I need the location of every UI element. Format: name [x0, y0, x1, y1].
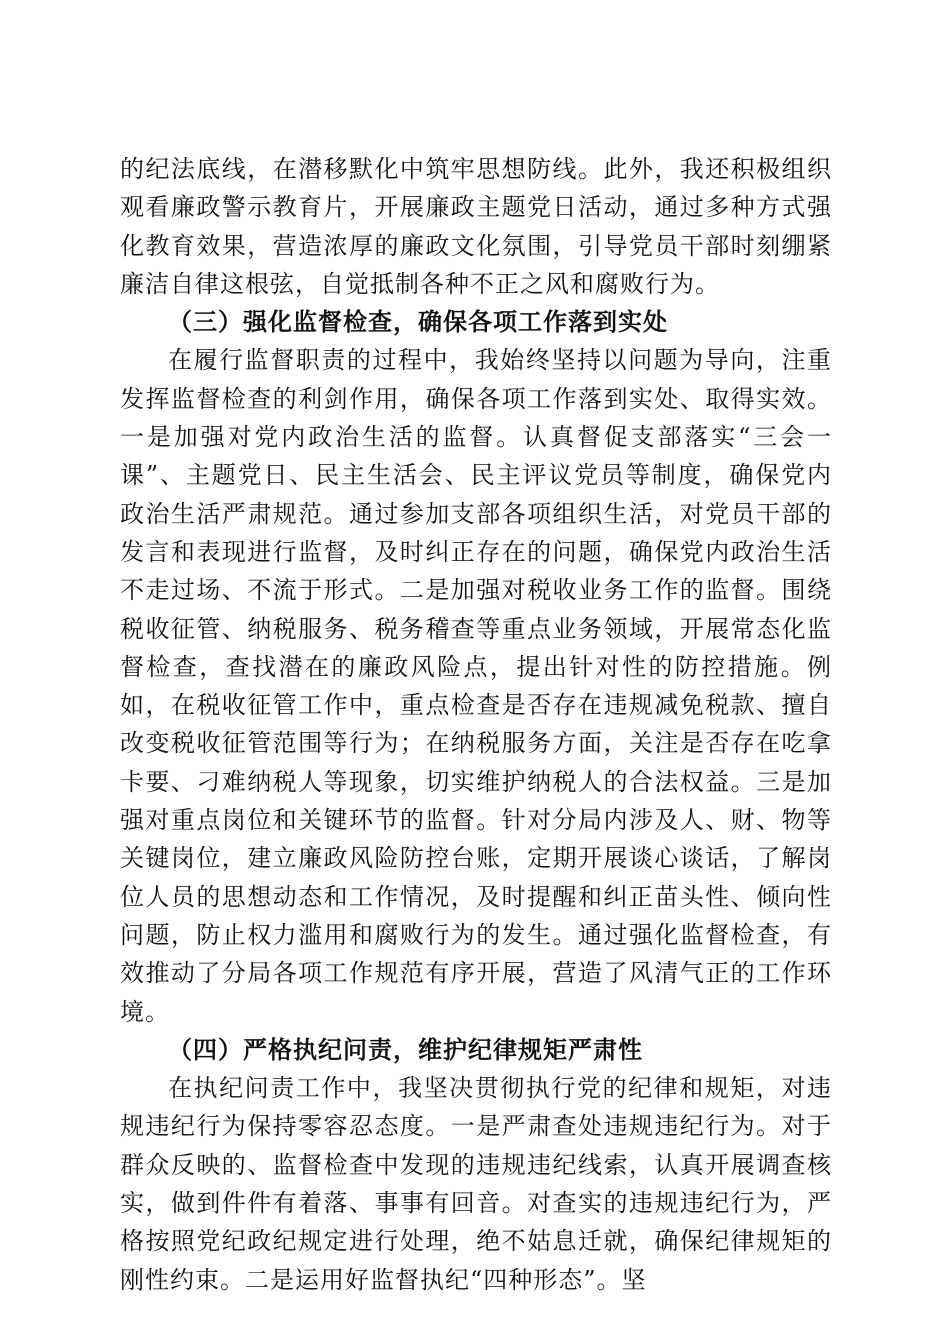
section-heading-3: （三）强化监督检查，确保各项工作落到实处 [168, 308, 668, 337]
paragraph-discipline: 在执纪问责工作中，我坚决贯彻执行党的纪律和规矩，对违规违纪行为保持零容忍态度。一是严肃查处违规违纪行为。对于群众反映的、监督检查中发现的违规违纪线索，认真开展调查核实，做到件件有着落、事事有回音。对查实的违规违纪行为，严格按照党纪政纪规定进行处理，绝不姑息迁就，确保纪律规矩的刚性约束。二是运用好监督执纪“四种形态”。坚 [120, 1074, 832, 1294]
section-heading-4: （四）严格执纪问责，维护纪律规矩严肃性 [168, 1035, 643, 1064]
paragraph-supervision: 在履行监督职责的过程中，我始终坚持以问题为导向，注重发挥监督检查的利剑作用，确保各项工作落到实处、取得实效。一是加强对党内政治生活的监督。认真督促支部落实“三会一课”、主题党日、民主生活会、民主评议党员等制度，确保党内政治生活严肃规范。通过参加支部各项组织生活，对党员干部的发言和表现进行监督，及时纠正存在的问题，确保党内政治生活不走过场、不流于形式。二是加强对税收业务工作的监督。围绕税收征管、纳税服务、税务稽查等重点业务领域，开展常态化监督检查，查找潜在的廉政风险点，提出针对性的防控措施。例如，在税收征管工作中，重点检查是否存在违规减免税款、擅自改变税收征管范围等行为；在纳税服务方面，关注是否存在吃拿卡要、刁难纳税人等现象，切实维护纳税人的合法权益。三是加强对重点岗位和关键环节的监督。针对分局内涉及人、财、物等关键岗位，建立廉政风险防控台账，定期开展谈心谈话，了解岗位人员的思想动态和工作情况，及时提醒和纠正苗头性、倾向性问题，防止权力滥用和腐败行为的发生。通过强化监督检查，有效推动了分局各项工作规范有序开展，营造了风清气正的工作环境。 [120, 346, 832, 1026]
paragraph-continued: 的纪法底线，在潜移默化中筑牢思想防线。此外，我还积极组织观看廉政警示教育片，开展廉政主题党日活动，通过多种方式强化教育效果，营造浓厚的廉政文化氛围，引导党员干部时刻绷紧廉洁自律这根弦，自觉抵制各种不正之风和腐败行为。 [120, 155, 832, 298]
document-page [120, 150, 832, 1299]
